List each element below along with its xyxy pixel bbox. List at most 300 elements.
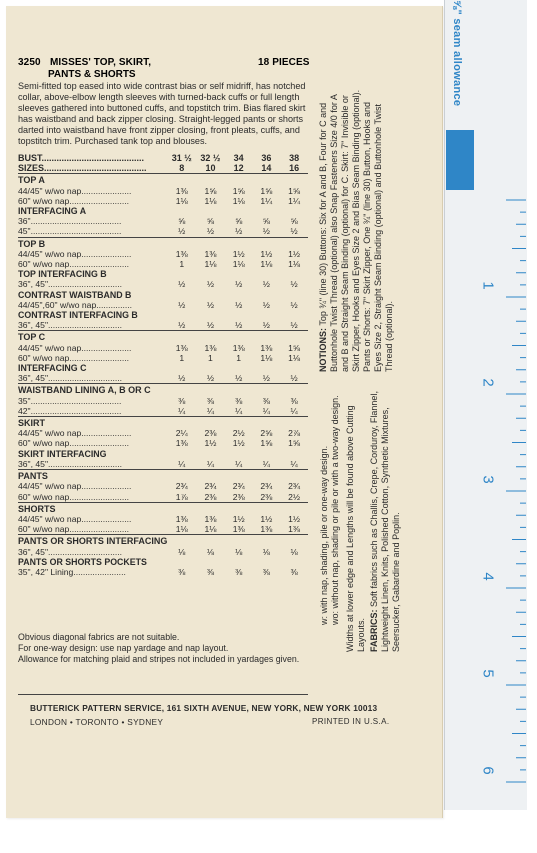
yardage-value bbox=[167, 417, 196, 429]
yardage-row-label: 44/45" w/wo nap..................... bbox=[18, 481, 132, 492]
yardage-section-heading bbox=[18, 535, 308, 547]
yardage-row-label: 35", 42" Lining...................... bbox=[18, 566, 126, 577]
yardage-value: 1⅛ bbox=[204, 195, 217, 206]
yardage-value bbox=[196, 557, 225, 567]
yardage-value: ¼ bbox=[290, 458, 298, 469]
yardage-value: 1⅛ bbox=[260, 352, 273, 363]
yardage-value bbox=[253, 557, 281, 567]
sizes-label: SIZES......................................... bbox=[18, 163, 147, 174]
yardage-value: ⅜ bbox=[206, 566, 215, 577]
yardage-value bbox=[225, 310, 253, 320]
yardage-row-label: 44/45" w/wo nap..................... bbox=[18, 248, 132, 259]
yardage-row bbox=[18, 567, 308, 577]
yardage-value bbox=[280, 449, 308, 459]
yardage-row-label: PANTS bbox=[18, 470, 167, 482]
yardage-section-heading bbox=[18, 363, 308, 373]
yardage-section-heading bbox=[18, 206, 308, 216]
yardage-value: ½ bbox=[262, 373, 270, 384]
yardage-value: ½ bbox=[206, 320, 215, 331]
yardage-value bbox=[280, 384, 308, 396]
yardage-row bbox=[18, 186, 308, 196]
yardage-value: 1 bbox=[179, 352, 185, 363]
yardage-row-label: 44/45" w/wo nap..................... bbox=[18, 185, 132, 196]
yardage-value bbox=[280, 363, 308, 373]
yardage-row bbox=[18, 459, 308, 470]
nap-notes bbox=[319, 375, 341, 625]
yardage-value: 1⅜ bbox=[204, 342, 217, 353]
yardage-value: 2¾ bbox=[175, 481, 188, 492]
yardage-section-heading bbox=[18, 237, 308, 249]
yardage-value: ½ bbox=[178, 299, 186, 310]
fabrics-block bbox=[369, 382, 402, 652]
yardage-value: ⅛ bbox=[262, 546, 270, 557]
yardage-row bbox=[18, 216, 308, 226]
yardage-value: ½ bbox=[206, 226, 215, 237]
yardage-value bbox=[167, 290, 196, 300]
yardage-value: ¼ bbox=[262, 405, 270, 416]
yardage-row bbox=[18, 300, 308, 310]
yardage-value: ⅜ bbox=[178, 566, 186, 577]
yardage-value bbox=[167, 557, 196, 567]
yardage-row-label: 42"...................................... bbox=[18, 405, 122, 416]
yardage-row-label: 60" w/wo nap......................... bbox=[18, 491, 129, 502]
yardage-value bbox=[167, 363, 196, 373]
yardage-row-label: INTERFACING A bbox=[18, 206, 87, 217]
yardage-value bbox=[167, 535, 196, 547]
yardage-value bbox=[167, 269, 196, 279]
ruler-number: 1 bbox=[479, 281, 497, 290]
yardage-row-label: 36", 45"............................... bbox=[18, 373, 123, 384]
size-value: 14 bbox=[261, 163, 272, 174]
printed-in: PRINTED IN U.S.A. bbox=[312, 717, 390, 726]
yardage-value bbox=[225, 331, 253, 343]
notions-heading: NOTIONS: bbox=[318, 328, 328, 372]
yardage-value: ⅜ bbox=[235, 566, 243, 577]
yardage-value bbox=[167, 449, 196, 459]
yardage-value bbox=[253, 237, 281, 249]
yardage-value bbox=[225, 535, 253, 547]
yardage-row-label: 36", 45"............................... bbox=[18, 458, 123, 469]
fabrics-text: Soft fabrics such as Challis, Crepe, Corduroy, Flannel, Lightweight Linen, Knits, Polished Cotton, Synthetic Mixtures, Seersucker, Gabardine and Poplin. bbox=[369, 391, 401, 652]
yardage-value: ¼ bbox=[235, 458, 243, 469]
yardage-value: 1 bbox=[208, 352, 213, 363]
yardage-value: ⅜ bbox=[262, 566, 270, 577]
yardage-value bbox=[253, 449, 281, 459]
yardage-value bbox=[196, 206, 225, 216]
yardage-value: 1½ bbox=[288, 513, 301, 524]
yardage-value: ½ bbox=[290, 279, 298, 290]
yardage-row-label: 60" w/wo nap......................... bbox=[18, 259, 129, 270]
yardage-value: ½ bbox=[178, 320, 186, 331]
pattern-title-line2: PANTS & SHORTS bbox=[48, 69, 136, 80]
yardage-value: 2¾ bbox=[288, 481, 301, 492]
yardage-value bbox=[253, 174, 281, 186]
yardage-value bbox=[196, 290, 225, 300]
yardage-value: ⅛ bbox=[206, 546, 215, 557]
yardage-value: 1⅝ bbox=[288, 342, 301, 353]
yardage-section-heading bbox=[18, 417, 308, 429]
yardage-value: 2⅝ bbox=[260, 428, 273, 439]
yardage-value: 1⅜ bbox=[175, 513, 188, 524]
yardage-value bbox=[196, 470, 225, 482]
yardage-row bbox=[18, 406, 308, 417]
yardage-value bbox=[280, 290, 308, 300]
yardage-value: 2⅜ bbox=[204, 428, 217, 439]
yardage-value bbox=[225, 290, 253, 300]
yardage-section-heading bbox=[18, 384, 308, 396]
yardage-value bbox=[225, 557, 253, 567]
yardage-value bbox=[280, 502, 308, 514]
yardage-value bbox=[253, 384, 281, 396]
pattern-pieces-count: 18 PIECES bbox=[258, 57, 310, 68]
yardage-value: 1⅝ bbox=[204, 185, 217, 196]
yardage-row bbox=[18, 428, 308, 438]
yardage-value: 1⅝ bbox=[260, 438, 273, 449]
size-value: 10 bbox=[205, 163, 216, 174]
nap-note-with: w: with nap, shading, pile or one-way design. bbox=[319, 445, 329, 625]
yardage-row-label: CONTRAST INTERFACING B bbox=[18, 310, 138, 321]
yardage-row bbox=[18, 396, 308, 406]
yardage-value: 2¾ bbox=[232, 481, 245, 492]
yardage-value: 1⅞ bbox=[175, 491, 188, 502]
yardage-value bbox=[253, 470, 281, 482]
yardage-value: 1⅜ bbox=[175, 185, 188, 196]
yardage-row-label: TOP C bbox=[18, 331, 167, 343]
yardage-value: ½ bbox=[290, 299, 298, 310]
yardage-row bbox=[18, 259, 308, 269]
yardage-value: ⅜ bbox=[290, 395, 298, 406]
yardage-row bbox=[18, 373, 308, 384]
yardage-value: 1⅝ bbox=[288, 185, 301, 196]
publisher-cities: LONDON • TORONTO • SYDNEY bbox=[30, 717, 164, 727]
yardage-value bbox=[253, 269, 281, 279]
yardage-row bbox=[18, 226, 308, 237]
yardage-value: ½ bbox=[235, 299, 243, 310]
yardage-value: 1⅛ bbox=[288, 259, 301, 270]
yardage-section-heading bbox=[18, 174, 308, 186]
yardage-row-label: PANTS OR SHORTS INTERFACING bbox=[18, 536, 168, 547]
yardage-value: 1⅛ bbox=[288, 352, 301, 363]
yardage-row-label: 44/45",60" w/wo nap............... bbox=[18, 299, 133, 310]
seam-allowance-ruler bbox=[444, 0, 537, 810]
yardage-table bbox=[18, 153, 308, 577]
yardage-value bbox=[253, 331, 281, 343]
yardage-value bbox=[253, 363, 281, 373]
yardage-row-label: 44/45" w/wo nap..................... bbox=[18, 428, 132, 439]
yardage-value: ¼ bbox=[262, 458, 270, 469]
note-plaid: Allowance for matching plaid and stripes not included in yardages given. bbox=[18, 654, 300, 664]
yardage-value: 1½ bbox=[288, 248, 301, 259]
yardage-value: 1⅜ bbox=[175, 438, 188, 449]
yardage-value bbox=[280, 174, 308, 186]
yardage-value: 2¾ bbox=[260, 481, 273, 492]
yardage-value: 1⅝ bbox=[260, 185, 273, 196]
yardage-value bbox=[280, 206, 308, 216]
yardage-value bbox=[280, 269, 308, 279]
yardage-value: 1⅜ bbox=[175, 248, 188, 259]
yardage-value bbox=[225, 502, 253, 514]
yardage-row bbox=[18, 481, 308, 491]
yardage-row bbox=[18, 514, 308, 524]
yardage-row-label: CONTRAST WAISTBAND B bbox=[18, 289, 132, 300]
yardage-value bbox=[253, 502, 281, 514]
ruler-number: 4 bbox=[479, 572, 497, 581]
yardage-value: ⅛ bbox=[290, 546, 298, 557]
bust-value: 34 bbox=[233, 153, 244, 163]
bust-value: 38 bbox=[289, 153, 300, 163]
yardage-value bbox=[196, 417, 225, 429]
yardage-value: 1⅜ bbox=[260, 342, 273, 353]
yardage-row-label: 36", 45"............................... bbox=[18, 320, 123, 331]
bust-label: BUST......................................... bbox=[18, 153, 145, 163]
yardage-value bbox=[196, 502, 225, 514]
yardage-value: ⅛ bbox=[235, 546, 243, 557]
yardage-value: 1½ bbox=[260, 513, 273, 524]
yardage-value: ½ bbox=[290, 320, 298, 331]
yardage-value: ⅜ bbox=[262, 395, 270, 406]
yardage-value: ⅝ bbox=[206, 216, 215, 227]
yardage-value: 1¼ bbox=[288, 195, 301, 206]
yardage-value: 1⅛ bbox=[204, 524, 217, 535]
yardage-section-heading bbox=[18, 449, 308, 459]
yardage-value bbox=[196, 535, 225, 547]
yardage-notes bbox=[18, 632, 318, 665]
yardage-value: 1⅜ bbox=[232, 342, 245, 353]
yardage-value: ½ bbox=[235, 320, 243, 331]
yardage-row-label: TOP B bbox=[18, 237, 167, 249]
bust-value: 31 ½ bbox=[171, 153, 192, 163]
yardage-value: ½ bbox=[262, 279, 270, 290]
yardage-value: 1⅜ bbox=[204, 248, 217, 259]
yardage-value: ½ bbox=[262, 320, 270, 331]
yardage-row-label: 60" w/wo nap......................... bbox=[18, 195, 129, 206]
yardage-value bbox=[280, 310, 308, 320]
yardage-row-label: SKIRT bbox=[18, 417, 167, 429]
yardage-value: ⅛ bbox=[178, 546, 186, 557]
yardage-value: ⅝ bbox=[262, 216, 270, 227]
yardage-value bbox=[225, 269, 253, 279]
yardage-section-heading bbox=[18, 331, 308, 343]
yardage-value: ⅜ bbox=[290, 566, 298, 577]
yardage-row-label: 44/45" w/wo nap..................... bbox=[18, 513, 132, 524]
yardage-value: ⅜ bbox=[178, 395, 186, 406]
yardage-value: ½ bbox=[290, 373, 298, 384]
yardage-value bbox=[225, 449, 253, 459]
yardage-value: ½ bbox=[290, 226, 298, 237]
yardage-value: ⅝ bbox=[290, 216, 298, 227]
yardage-row-label: TOP A bbox=[18, 174, 167, 186]
ruler-blue-block bbox=[446, 130, 474, 190]
yardage-section-heading bbox=[18, 269, 308, 279]
yardage-value: ¼ bbox=[206, 458, 215, 469]
yardage-row-label: 45"...................................... bbox=[18, 226, 122, 237]
yardage-value bbox=[196, 269, 225, 279]
yardage-row-label: 60" w/wo nap......................... bbox=[18, 352, 129, 363]
yardage-value bbox=[167, 470, 196, 482]
yardage-row bbox=[18, 492, 308, 503]
yardage-value: 1⅜ bbox=[288, 524, 301, 535]
yardage-value bbox=[167, 237, 196, 249]
yardage-value bbox=[225, 237, 253, 249]
yardage-value: ½ bbox=[206, 279, 215, 290]
yardage-value: ⅝ bbox=[235, 216, 243, 227]
yardage-value bbox=[253, 290, 281, 300]
yardage-value bbox=[253, 417, 281, 429]
yardage-value: 1⅜ bbox=[204, 513, 217, 524]
ruler-number: 2 bbox=[479, 378, 497, 387]
yardage-value: 1⅛ bbox=[232, 259, 245, 270]
bust-value: 32 ½ bbox=[200, 153, 221, 163]
size-value: 8 bbox=[179, 163, 185, 174]
yardage-row bbox=[18, 438, 308, 448]
footer-divider bbox=[18, 694, 308, 695]
yardage-value: 1½ bbox=[232, 438, 245, 449]
yardage-value bbox=[167, 174, 196, 186]
yardage-value bbox=[196, 331, 225, 343]
yardage-value bbox=[167, 384, 196, 396]
size-value: 12 bbox=[233, 163, 244, 174]
yardage-value bbox=[225, 206, 253, 216]
yardage-value: 1½ bbox=[232, 513, 245, 524]
yardage-value bbox=[196, 310, 225, 320]
yardage-value: ½ bbox=[178, 373, 186, 384]
yardage-value: ¼ bbox=[178, 458, 186, 469]
yardage-value: ¼ bbox=[206, 405, 215, 416]
seam-allowance-label: ⅝" seam allowance bbox=[451, 0, 463, 107]
yardage-value: ⅜ bbox=[206, 395, 215, 406]
yardage-value: ½ bbox=[262, 226, 270, 237]
yardage-row-label: SKIRT INTERFACING bbox=[18, 448, 107, 459]
yardage-value bbox=[167, 331, 196, 343]
yardage-section-heading bbox=[18, 557, 308, 567]
yardage-value bbox=[196, 237, 225, 249]
notions-block bbox=[318, 82, 395, 372]
yardage-row-label: 60" w/wo nap......................... bbox=[18, 438, 129, 449]
yardage-row-label: WAISTBAND LINING A, B OR C bbox=[18, 384, 167, 396]
sizes-row bbox=[18, 163, 308, 174]
yardage-row bbox=[18, 196, 308, 206]
yardage-value: ½ bbox=[178, 279, 186, 290]
yardage-value: 1½ bbox=[232, 248, 245, 259]
yardage-row-label: SHORTS bbox=[18, 502, 167, 514]
yardage-value: 1⅜ bbox=[175, 342, 188, 353]
nap-note-without: wo: without nap, shading or pile or with a two-way design. bbox=[330, 395, 340, 625]
yardage-row-label: 36", 45"............................... bbox=[18, 279, 123, 290]
yardage-value: 1½ bbox=[260, 248, 273, 259]
yardage-row-label: 35"...................................... bbox=[18, 395, 122, 406]
yardage-row-label: 36"...................................... bbox=[18, 216, 122, 227]
yardage-row bbox=[18, 320, 308, 331]
fabrics-heading: FABRICS: bbox=[369, 609, 379, 652]
yardage-section-heading bbox=[18, 310, 308, 320]
yardage-value: 2⅞ bbox=[288, 428, 301, 439]
yardage-value: ⅜ bbox=[235, 395, 243, 406]
yardage-value bbox=[280, 237, 308, 249]
yardage-value: 2¾ bbox=[204, 481, 217, 492]
pattern-number: 3250 bbox=[18, 57, 41, 68]
yardage-row-label: 44/45" w/wo nap..................... bbox=[18, 342, 132, 353]
yardage-value: ½ bbox=[235, 373, 243, 384]
yardage-value bbox=[225, 417, 253, 429]
yardage-value: ½ bbox=[206, 373, 215, 384]
yardage-value: 2⅜ bbox=[204, 491, 217, 502]
yardage-value bbox=[225, 174, 253, 186]
widths-note: Widths at lower edge and Lengths will be found above Cutting Layouts. bbox=[345, 405, 366, 652]
yardage-value bbox=[196, 449, 225, 459]
yardage-value: 1⅜ bbox=[232, 524, 245, 535]
yardage-value bbox=[225, 470, 253, 482]
yardage-value: 1 bbox=[236, 352, 242, 363]
bust-value: 36 bbox=[261, 153, 272, 163]
yardage-value bbox=[253, 310, 281, 320]
yardage-value: 2⅜ bbox=[232, 491, 245, 502]
ruler-number: 3 bbox=[479, 475, 497, 484]
yardage-row bbox=[18, 249, 308, 259]
yardage-value: 1⅛ bbox=[175, 195, 188, 206]
yardage-section-heading bbox=[18, 470, 308, 482]
yardage-row bbox=[18, 279, 308, 289]
yardage-value bbox=[225, 384, 253, 396]
yardage-value bbox=[280, 417, 308, 429]
yardage-value: 1⅝ bbox=[288, 438, 301, 449]
ruler-ticks bbox=[506, 200, 526, 782]
yardage-value bbox=[280, 535, 308, 547]
yardage-row-label: TOP INTERFACING B bbox=[18, 269, 107, 280]
yardage-value bbox=[196, 174, 225, 186]
yardage-value: 1⅛ bbox=[260, 259, 273, 270]
yardage-value: 1⅛ bbox=[175, 524, 188, 535]
yardage-value bbox=[280, 470, 308, 482]
yardage-value: ¼ bbox=[178, 405, 186, 416]
note-one-way: For one-way design: use nap yardage and nap layout. bbox=[18, 643, 229, 653]
yardage-value: ½ bbox=[206, 299, 215, 310]
yardage-row-label: INTERFACING C bbox=[18, 363, 87, 374]
yardage-value bbox=[280, 557, 308, 567]
yardage-row bbox=[18, 353, 308, 363]
yardage-row-label: PANTS OR SHORTS POCKETS bbox=[18, 556, 147, 567]
yardage-row bbox=[18, 547, 308, 557]
yardage-value bbox=[167, 206, 196, 216]
pattern-title: MISSES' TOP, SKIRT, bbox=[50, 57, 152, 68]
yardage-value: 1 bbox=[179, 259, 185, 270]
yardage-value: 2½ bbox=[232, 428, 245, 439]
yardage-row-label: 60" w/wo nap......................... bbox=[18, 524, 129, 535]
pattern-description: Semi-fitted top eased into wide contrast bias or self midriff, has notched collar, above-elbow length sleeves with turned-back cuffs or full length sleeves gathered into buttoned cuffs, and topstitch trim. Bias flared skirt has waistband and back zipper closing. Straight-legged pants or shorts darted into waistband have front zipper closing, front pleats, cuffs, and topstitch trim. Purchased tank top and blouses. bbox=[18, 81, 306, 147]
ruler-number: 5 bbox=[479, 669, 497, 678]
yardage-row-label: 36", 45"............................... bbox=[18, 546, 123, 557]
yardage-value: 1¼ bbox=[260, 195, 273, 206]
yardage-section-heading bbox=[18, 290, 308, 300]
yardage-value: ¼ bbox=[235, 405, 243, 416]
yardage-value: 1⅛ bbox=[204, 259, 217, 270]
bust-row bbox=[18, 153, 308, 163]
yardage-row bbox=[18, 343, 308, 353]
yardage-value: ⅝ bbox=[178, 216, 186, 227]
yardage-value: ½ bbox=[178, 226, 186, 237]
yardage-value: ¼ bbox=[290, 405, 298, 416]
note-diagonal: Obvious diagonal fabrics are not suitable. bbox=[18, 632, 180, 642]
yardage-value bbox=[253, 535, 281, 547]
ruler-number: 6 bbox=[479, 766, 497, 775]
yardage-value bbox=[253, 206, 281, 216]
size-value: 16 bbox=[289, 163, 300, 174]
notions-text: Top ¾" (line 30) Buttons: Six for A and B, Four for C and Buttonhole Twist Thread (optional) also Snap Fasteners Size 4/0 for A and B and Straight Seam Binding (optional) for C. Skirt: 7" Invisible or Skirt Zipper, Hooks and Eyes Size 2 and Bias Seam Binding (optional). Pants or Shorts: 7" Skirt Zipper, One ¾" (line 30) Button, Hooks and Eyes Size 2, Straight Seam Binding (optional) and Buttonhole Twist Thread (optional). bbox=[318, 89, 394, 372]
yardage-value bbox=[280, 331, 308, 343]
yardage-value: 1⅜ bbox=[260, 524, 273, 535]
yardage-value bbox=[167, 502, 196, 514]
publisher-address: BUTTERICK PATTERN SERVICE, 161 SIXTH AVENUE, NEW YORK, NEW YORK 10013 bbox=[30, 703, 378, 713]
yardage-value: 1⅝ bbox=[232, 185, 245, 196]
